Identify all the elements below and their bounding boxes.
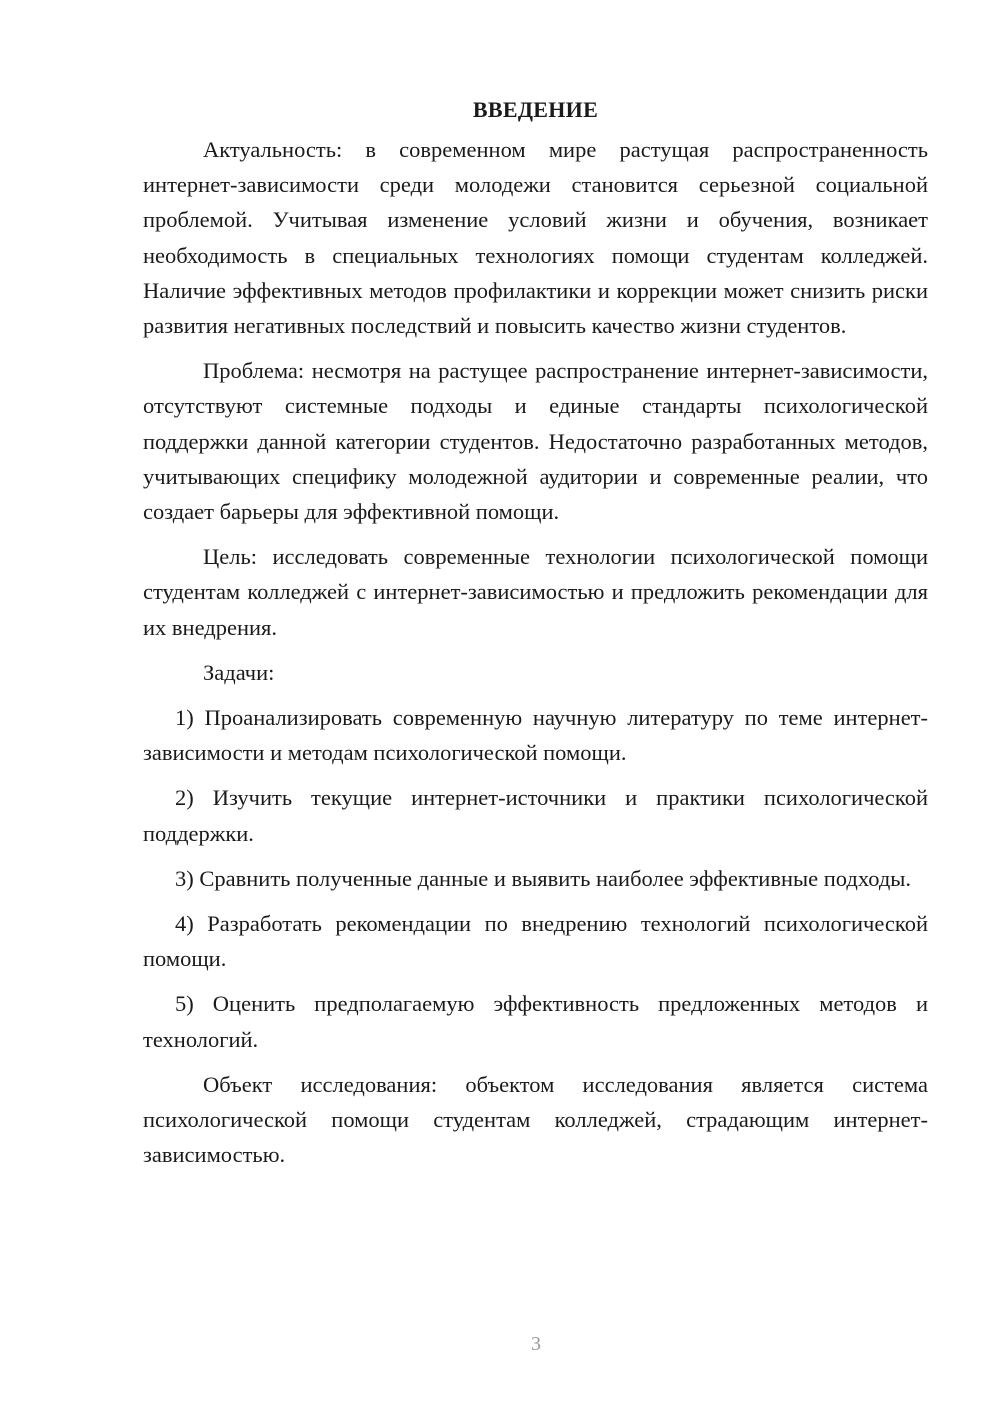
research-object-paragraph: Объект исследования: объектом исследования является система психологической помощи студентам колледжей, страдающим интернет-зависимостью. — [143, 1071, 928, 1168]
goal-paragraph: Цель: исследовать современные технологии психологической помощи студентам колледжей с интернет-зависимостью и предложить рекомендации для их внедрения. — [143, 544, 928, 640]
section-title: ВВЕДЕНИЕ — [472, 97, 599, 122]
task-item: 3) Сравнить полученные данные и выявить наиболее эффективные подходы. — [175, 865, 912, 891]
task-item: 1) Проанализировать современную научную литературу по теме интернет-зависимости и методам психологической помощи. — [143, 705, 928, 766]
problem-paragraph: Проблема: несмотря на растущее распространение интернет-зависимости, отсутствуют системные подходы и единые стандарты психологической поддержки данной категории студентов. Недостаточно разработанных методов, учитывающих специфику молодежной аудитории и современные реалии, что создает барьеры для эффективной помощи. — [143, 358, 928, 525]
page-number: 3 — [531, 1333, 541, 1355]
task-item: 2) Изучить текущие интернет-источники и практики психологической поддержки. — [143, 785, 928, 846]
task-item: 5) Оценить предполагаемую эффективность предложенных методов и технологий. — [143, 991, 928, 1052]
relevance-paragraph: Актуальность: в современном мире растущая распространенность интернет-зависимости среди молодежи становится серьезной социальной проблемой. Учитывая изменение условий жизни и обучения, возникает необходимость в специальных технологиях помощи студентам колледжей. Наличие эффективных методов профилактики и коррекции может снизить риски развития негативных последствий и повысить качество жизни студентов. — [143, 137, 928, 339]
task-item: 4) Разработать рекомендации по внедрению технологий психологической помощи. — [143, 911, 928, 972]
document-page — [143, 92, 928, 1182]
tasks-heading: Задачи: — [203, 659, 275, 685]
